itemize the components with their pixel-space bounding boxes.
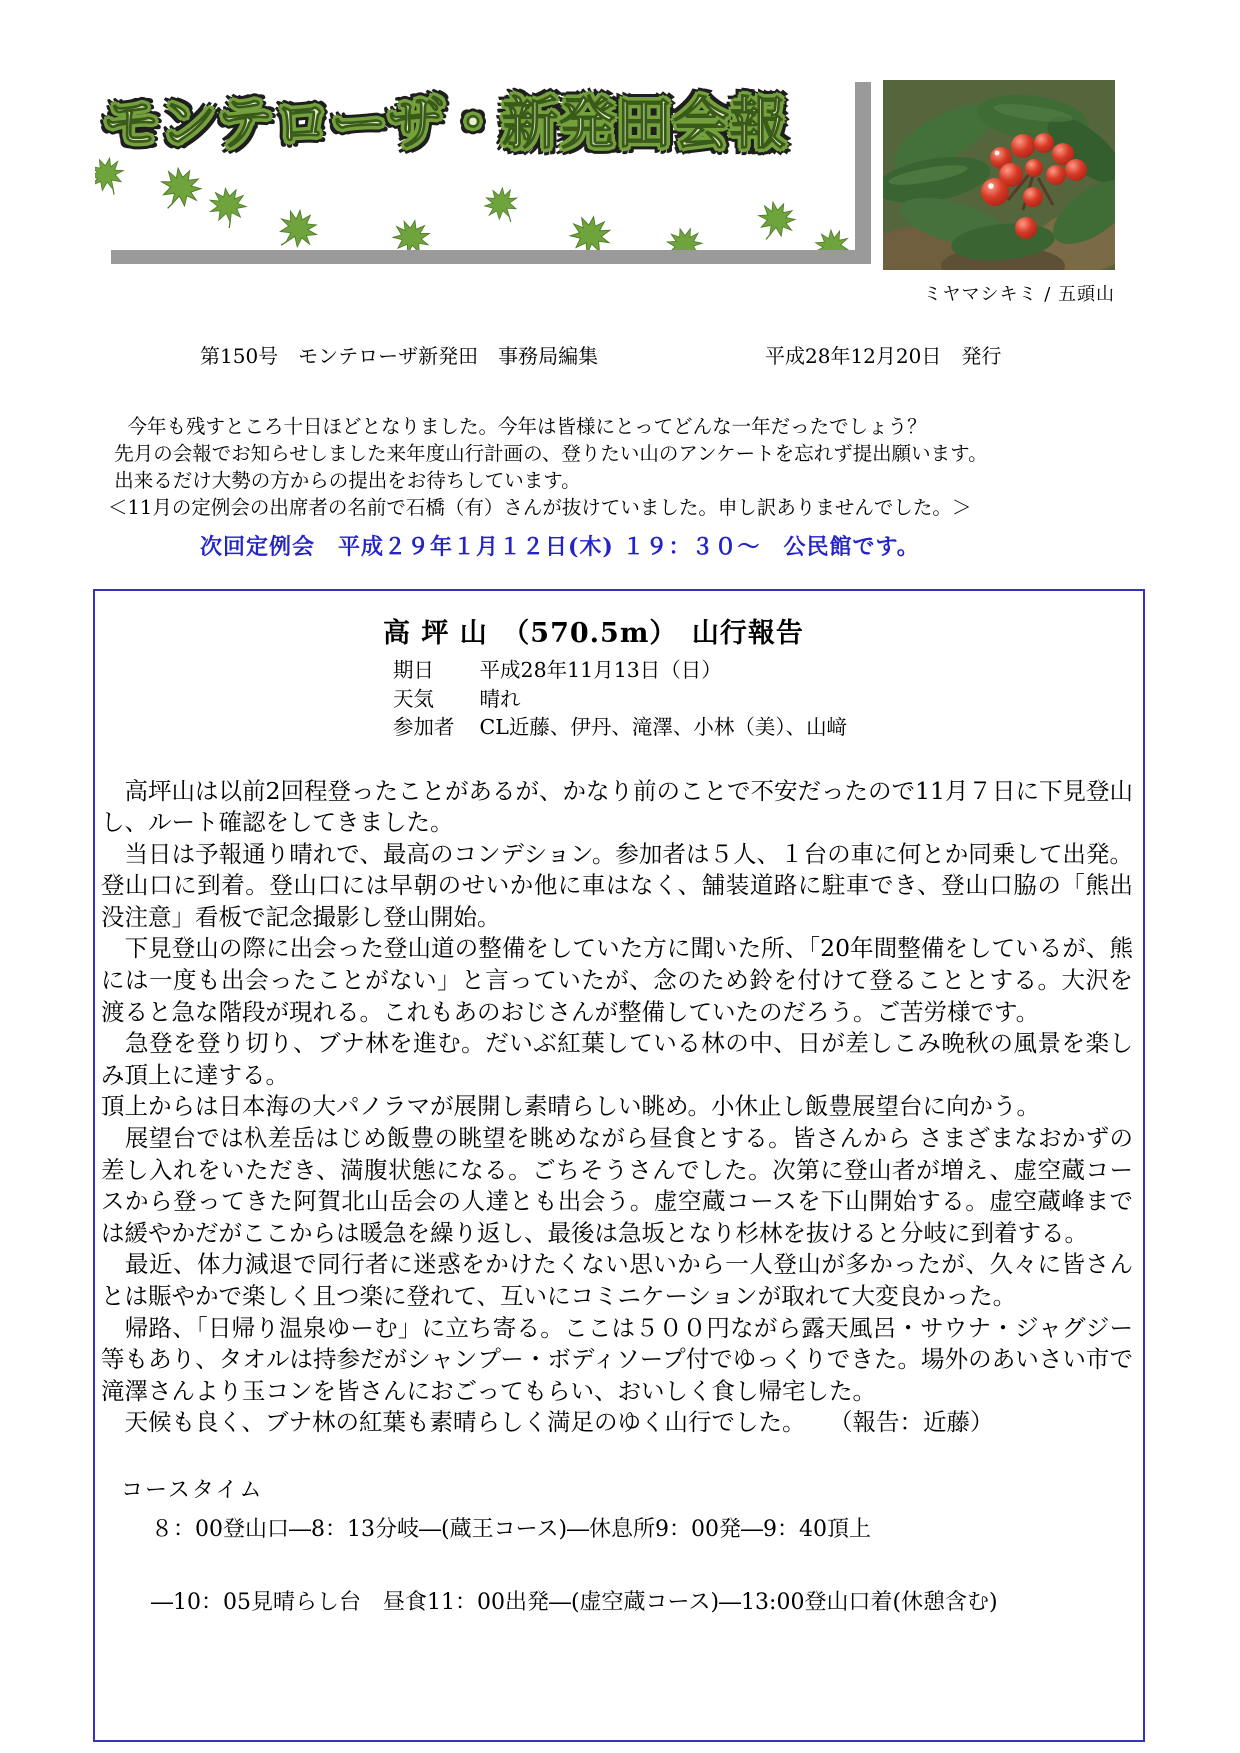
next-meeting-announcement: 次回定例会 平成２９年１月１２日(木) １９：３０～ 公民館です。 <box>200 534 920 560</box>
meta-label: 天気 <box>393 686 434 711</box>
meta-label: 期日 <box>393 658 434 682</box>
maple-leaf-icon <box>266 199 328 250</box>
issue-line: 第150号 モンテローザ新発田 事務局編集 <box>200 344 599 368</box>
course-time-line: ８：00登山口―8：13分岐―(蔵王コース)―休息所9：00発―9：40頂上 <box>151 1516 872 1542</box>
newsletter-banner <box>95 68 855 250</box>
publication-date: 平成28年12月20日 発行 <box>765 344 1002 368</box>
intro-line: 出来るだけ大勢の方からの提出をお待ちしています。 <box>108 469 581 492</box>
course-time-block <box>95 1473 1143 1616</box>
maple-leaf-icon <box>204 183 251 230</box>
report-paragraph: 展望台では杁差岳はじめ飯豊の眺望を眺めながら昼食とする。皆さんから さまざまなおかずの差し入れをいただき、満腹状態になる。ごちそうさんでした。次第に登山者が増え、虚空蔵コースから登ってきた阿賀北山岳会の人達とも出会う。虚空蔵コースを下山開始する。虚空蔵峰までは緩やかだがここからは暖急を繰り返し、最後は急坂となり杉林を抜けると分岐に到着する。 <box>101 1124 1133 1247</box>
course-time-line: ―10：05見晴らし台 昼食11：00出発―(虚空蔵コース)―13:00登山口着(休憩含む) <box>151 1589 998 1615</box>
intro-line: 先月の会報でお知らせしました来年度山行計画の、登りたい山のアンケートを忘れず提出願います。 <box>108 442 988 465</box>
photo-caption: ミヤマシキミ / 五頭山 <box>923 284 1115 305</box>
meta-label: 参加者 <box>393 715 455 739</box>
meta-value: 晴れ <box>479 686 521 711</box>
intro-line: ＜11月の定例会の出席者の名前で石橋（有）さんが抜けていました。申し訳ありませんでした。＞ <box>108 496 972 519</box>
meta-value: 平成28年11月13日（日） <box>479 658 722 682</box>
maple-leaf-icon <box>476 179 528 231</box>
maple-leaf-icon <box>563 210 616 250</box>
meta-value: CL近藤、伊丹、滝澤、小林（美）、山﨑 <box>479 715 848 739</box>
berry-photo <box>883 80 1115 270</box>
report-box <box>93 589 1145 1742</box>
intro-line: 今年も残すところ十日ほどとなりました。今年は皆様にとってどんな一年だったでしょう？ <box>108 415 927 438</box>
report-paragraph: 頂上からは日本海の大パノラマが展開し素晴らしい眺め。小休止し飯豊展望台に向かう。 <box>101 1092 1041 1121</box>
newsletter-title: モンテローザ・新発田会報 <box>103 92 787 157</box>
report-paragraph: 急登を登り切り、ブナ林を進む。だいぶ紅葉している林の中、日が差しこみ晩秋の風景を楽しみ頂上に達する。 <box>101 1029 1133 1089</box>
maple-leaf-icon <box>748 193 803 248</box>
meta-row-weather <box>393 685 1143 714</box>
report-paragraph: 下見登山の際に出会った登山道の整備をしていた方に聞いた所、「20年間整備をしているが、熊には一度も出会ったことがない」と言っていたが、念のため鈴を付けて登ることとする。大沢を渡ると急な階段が現れる。これもあのおじさんが整備していたのだろう。ご苦労様です。 <box>101 934 1133 1026</box>
report-paragraph: 当日は予報通り晴れで、最高のコンデション。参加者は５人、１台の車に何とか同乗して出発。登山口に到着。登山口には早朝のせいか他に車はなく、舗装道路に駐車でき、登山口脇の「熊出没注意」看板で記念撮影し登山開始。 <box>101 839 1133 931</box>
report-paragraph: 最近、体力減退で同行者に迷惑をかけたくない思いから一人登山が多かったが、久々に皆さんとは賑やかで楽しく且つ楽に登れて、互いにコミニケーションが取れて大変良かった。 <box>101 1250 1133 1310</box>
maple-leaf-icon <box>805 220 855 250</box>
report-title: 高 坪 山 （570.5m） 山行報告 <box>383 618 804 649</box>
report-paragraph: 高坪山は以前2回程登ったことがあるが、かなり前のことで不安だったので11月７日に下見登山し、ルート確認をしてきました。 <box>101 776 1133 837</box>
intro-block <box>108 413 1153 521</box>
meta-row-participants <box>393 713 1143 742</box>
report-body <box>95 776 1143 1439</box>
report-paragraph: 天候も良く、ブナ林の紅葉も素晴らしく満足のゆく山行でした。 （報告：近藤） <box>101 1408 994 1437</box>
meta-row-date <box>393 656 1143 685</box>
maple-leaf-icon <box>386 214 436 250</box>
maple-leaf-icon <box>660 221 709 250</box>
report-paragraph: 帰路、「日帰り温泉ゆーむ」に立ち寄る。ここは５００円ながら露天風呂・サウナ・ジャグジー等もあり、タオルは持参だがシャンプー・ボディソープ付でゆっくりできた。場外のあいさい市で滝澤さんより玉コンを皆さんにおごってもらい、おいしく食し帰宅した。 <box>101 1313 1133 1405</box>
course-time-heading: コースタイム <box>121 1477 264 1503</box>
maple-leaf-icon <box>149 158 211 220</box>
